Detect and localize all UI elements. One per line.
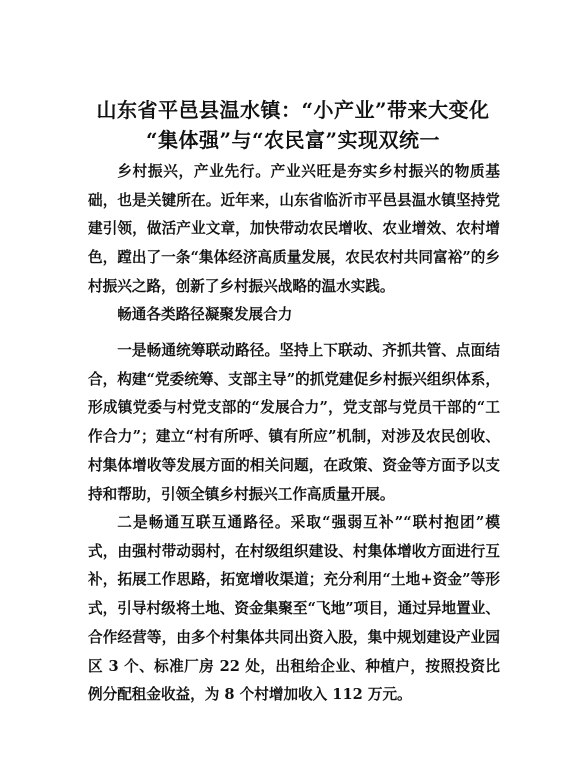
document-title-line-2: “集体强”与“农民富”实现双统一 xyxy=(145,128,440,152)
document-title-line-1: 山东省平邑县温水镇：“小产业”带来大变化 xyxy=(96,98,490,122)
section-heading: 畅通各类路径凝聚发展合力 xyxy=(117,306,293,323)
body-paragraph-2: 二是畅通互联互通路径。采取“强弱互补”“联村抱团”模式，由强村带动弱村，在村级组织建设、村集体增收方面进行互补，拓展工作思路，拓宽增收渠道；充分利用“土地+资金”等形式，引导村级将土地、资金集聚至“飞地”项目，通过异地置业、合作经营等，由多个村集体共同出资入股，集中规划建设产业园区 3 个、标准厂房 22 处，出租给企业、种植户，按照投资比例分配租金收益，为 8 个村增加收入 112 万元。 xyxy=(88,514,500,704)
intro-paragraph: 乡村振兴，产业先行。产业兴旺是夯实乡村振兴的物质基础，也是关键所在。近年来，山东省临沂市平邑县温水镇坚持党建引领，做活产业文章，加快带动农民增收、农业增效、农村增色，蹚出了一条“集体经济高质量发展，农民农村共同富裕”的乡村振兴之路，创新了乡村振兴战略的温水实践。 xyxy=(88,163,500,295)
body-paragraph-1: 一是畅通统筹联动路径。坚持上下联动、齐抓共管、点面结合，构建“党委统筹、支部主导”的抓党建促乡村振兴组织体系，形成镇党委与村党支部的“发展合力”，党支部与党员干部的“工作合力”；建立“村有所呼、镇有所应”机制，对涉及农民创收、村集体增收等发展方面的相关问题，在政策、资金等方面予以支持和帮助，引领全镇乡村振兴工作高质量开展。 xyxy=(88,342,500,503)
